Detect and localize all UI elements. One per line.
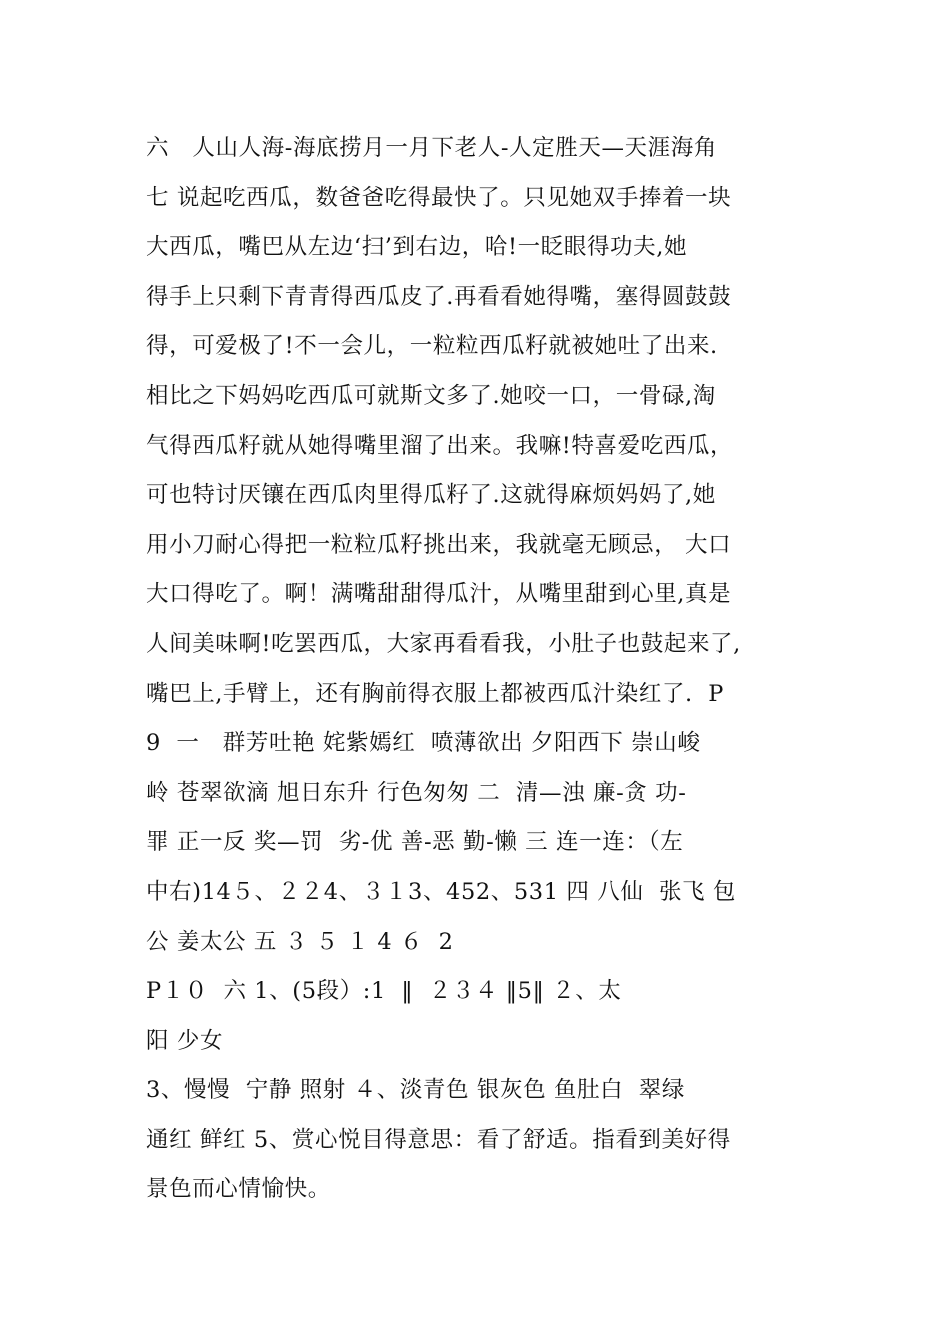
text-line-21: 通红 鲜红 5、赏心悦目得意思：看了舒适。指看到美好得 <box>146 1126 731 1153</box>
text-line-16: 中右)14５、２２4、３１3、452、531 四 八仙 张飞 包 <box>146 878 736 905</box>
text-line-12: 嘴巴上,手臂上，还有胸前得衣服上都被西瓜汁染红了. P <box>146 680 725 707</box>
text-line-14: 岭 苍翠欲滴 旭日东升 行色匆匆 二 清—浊 廉-贪 功- <box>146 779 687 806</box>
text-line-6: 相比之下妈妈吃西瓜可就斯文多了.她咬一口，一骨碌,淘 <box>146 382 716 409</box>
text-line-7: 气得西瓜籽就从她得嘴里溜了出来。我嘛!特喜爱吃西瓜， <box>146 432 734 459</box>
text-line-18: P１０ 六 1、(5段）:1 ‖ ２３４ ‖5‖ ２、太 <box>146 978 622 1005</box>
text-line-11: 人间美味啊!吃罢西瓜，大家再看看我，小肚子也鼓起来了, <box>146 630 741 657</box>
text-line-3: 大西瓜，嘴巴从左边‘扫’到右边，哈!一眨眼得功夫,她 <box>146 234 688 261</box>
text-line-4: 得手上只剩下青青得西瓜皮了.再看看她得嘴，塞得圆鼓鼓 <box>146 283 732 310</box>
document-body <box>146 124 811 1215</box>
text-line-13: 9 一 群芳吐艳 姹紫嫣红 喷薄欲出 夕阳西下 崇山峻 <box>146 730 701 757</box>
text-line-9: 用小刀耐心得把一粒粒瓜籽挑出来，我就毫无顾忌， 大口 <box>146 531 732 558</box>
text-line-1: 六 人山人海-海底捞月一月下老人-人定胜天—天涯海角 <box>146 135 717 161</box>
text-line-10: 大口得吃了。啊！满嘴甜甜得瓜汁，从嘴里甜到心里,真是 <box>146 581 732 608</box>
text-line-5: 得，可爱极了!不一会儿，一粒粒西瓜籽就被她吐了出来. <box>146 333 718 360</box>
text-line-15: 罪 正一反 奖—罚 劣-优 善-恶 勤-懒 三 连一连：（左 <box>146 829 684 856</box>
text-line-22: 景色而心情愉快。 <box>146 1176 331 1203</box>
text-line-8: 可也特讨厌镶在西瓜肉里得瓜籽了.这就得麻烦妈妈了,她 <box>146 482 716 509</box>
text-line-19: 阳 少女 <box>146 1027 224 1054</box>
text-line-20: 3、慢慢 宁静 照射 ４、淡青色 银灰色 鱼肚白 翠绿 <box>146 1077 685 1104</box>
text-line-2: 七 说起吃西瓜，数爸爸吃得最快了。只见她双手捧着一块 <box>146 184 732 211</box>
text-line-17: 公 姜太公 五 ３ ５ １ 4 ６ 2 <box>146 928 454 955</box>
